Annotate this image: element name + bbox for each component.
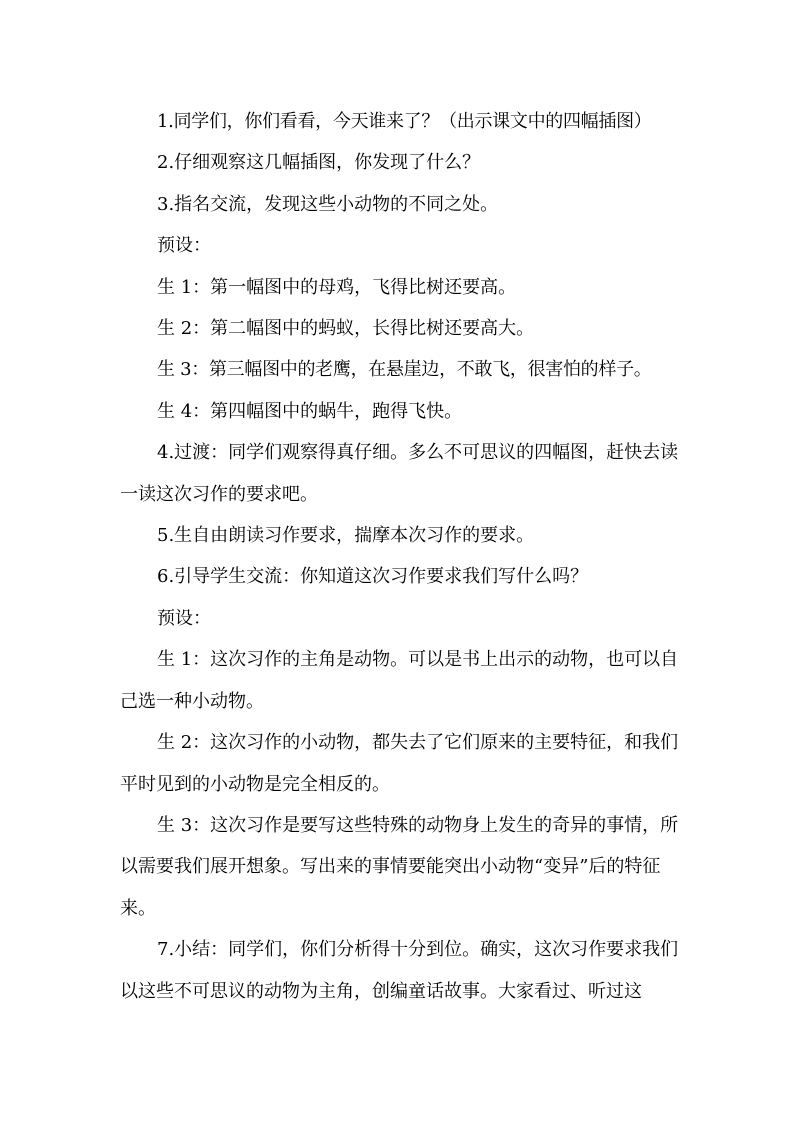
paragraph-13: 生 1：这次习作的主角是动物。可以是书上出示的动物，也可以自己选一种小动物。 xyxy=(120,649,679,712)
paragraph-8: 生 4：第四幅图中的蜗牛，跑得飞快。 xyxy=(157,400,463,422)
paragraph-1: 1.同学们，你们看看，今天谁来了？（出示课文中的四幅插图） xyxy=(157,111,652,132)
paragraph-5: 生 1：第一幅图中的母鸡，飞得比树还要高。 xyxy=(157,276,517,298)
paragraph-4: 预设： xyxy=(157,235,211,257)
paragraph-6: 生 2：第二幅图中的蚂蚁，长得比树还要高大。 xyxy=(157,318,535,340)
paragraph-9: 4.过渡：同学们观察得真仔细。多么不可思议的四幅图，赶快去读一读这次习作的要求吧。 xyxy=(120,442,679,505)
paragraph-14: 生 2：这次习作的小动物，都失去了它们原来的主要特征，和我们平时见到的小动物是完全相反的。 xyxy=(120,732,679,795)
paragraph-15: 生 3：这次习作是要写这些特殊的动物身上发生的奇异的事情，所以需要我们展开想象。写出来的事情要能突出小动物“变异”后的特征来。 xyxy=(120,814,679,919)
paragraph-11: 6.引导学生交流：你知道这次习作要求我们写什么吗？ xyxy=(157,566,589,588)
paragraph-2: 2.仔细观察这几幅插图，你发现了什么？ xyxy=(157,152,481,174)
document-body xyxy=(120,101,680,1012)
paragraph-10: 5.生自由朗读习作要求，揣摩本次习作的要求。 xyxy=(157,525,535,547)
paragraph-7: 生 3：第三幅图中的老鹰，在悬崖边，不敢飞，很害怕的样子。 xyxy=(157,359,652,381)
paragraph-3: 3.指名交流，发现这些小动物的不同之处。 xyxy=(157,193,499,215)
paragraph-16: 7.小结：同学们，你们分析得十分到位。确实，这次习作要求我们以这些不可思议的动物为主角，创编童话故事。大家看过、听过这 xyxy=(120,939,679,1002)
paragraph-12: 预设： xyxy=(157,607,211,629)
